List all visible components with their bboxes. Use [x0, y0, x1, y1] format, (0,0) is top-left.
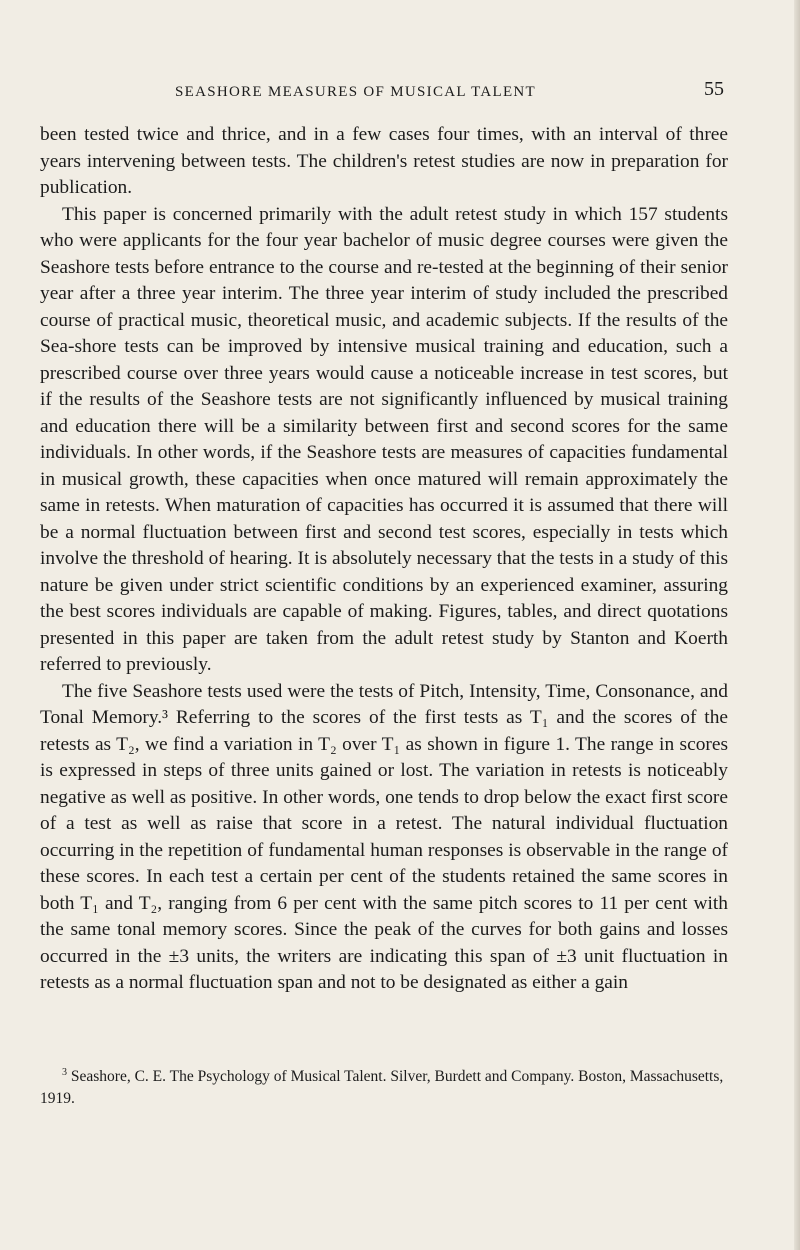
page-number: 55	[704, 78, 724, 100]
paragraph-continued: been tested twice and thrice, and in a few cases four times, with an interval of three years intervening between tests. The children's retest studies are now in preparation for publication.	[40, 124, 728, 198]
page-edge-shadow	[794, 0, 800, 1250]
running-head: SEASHORE MEASURES OF MUSICAL TALENT	[175, 84, 536, 100]
paragraph-adult-retest-study: This paper is concerned primarily with the adult retest study in which 157 students who were applicants for the four year bachelor of music degree courses were given the Seashore tests before entrance to the course and re-tested at the beginning of their senior year after a three year interim. The three year interim of study included the prescribed course of practical music, theoretical music, and academic subjects. If the results of the Sea-shore tests can be improved by intensive musical training and education, such a prescribed course over three years would cause a noticeable increase in test scores, but if the results of the Seashore tests are not significantly influenced by musical training and education there will be a similarity between first and second scores for the same individuals. In other words, if the Seashore tests are measures of capacities fundamental in musical growth, these capacities when once matured will remain approximately the same in retests. When maturation of capacities has occurred it is assumed that there will be a normal fluctuation between first and second test scores, especially in tests which involve the threshold of hearing. It is absolutely necessary that the tests in a study of this nature be given under strict scientific conditions by an experienced examiner, assuring the best scores individuals are capable of making. Figures, tables, and direct quotations presented in this paper are taken from the adult retest study by Stanton and Koerth referred to previously.	[40, 203, 728, 675]
body-text	[40, 122, 728, 997]
page-header	[40, 78, 728, 108]
footnote-text: Seashore, C. E. The Psychology of Musical Talent. Silver, Burdett and Company. Boston, Massachusetts, 1919.	[40, 1068, 724, 1107]
paragraph-five-seashore-tests: The five Seashore tests used were the tests of Pitch, Intensity, Time, Consonance, and Tonal Memory.³ Referring to the scores of the first tests as T₁ and the scores of the retests as T₂, we find a variation in T₂ over T₁ as shown in figure 1. The range in scores is expressed in steps of three units gained or lost. The variation in retests is noticeably negative as well as positive. In other words, one tends to drop below the exact first score of a test as well as raise that score in a retest. The natural individual fluctuation occurring in the repetition of fundamental human responses is observable in the range of these scores. In each test a certain per cent of the students retained the same scores in both T₁ and T₂, ranging from 6 per cent with the same pitch scores to 11 per cent with the same tonal memory scores. Since the peak of the curves for both gains and losses occurred in the ±3 units, the writers are indicating this span of ±3 unit fluctuation in retests as a normal fluctuation span and not to be designated as either a gain	[40, 680, 728, 993]
footnote	[40, 1062, 728, 1109]
footnote-marker: 3	[62, 1067, 67, 1078]
